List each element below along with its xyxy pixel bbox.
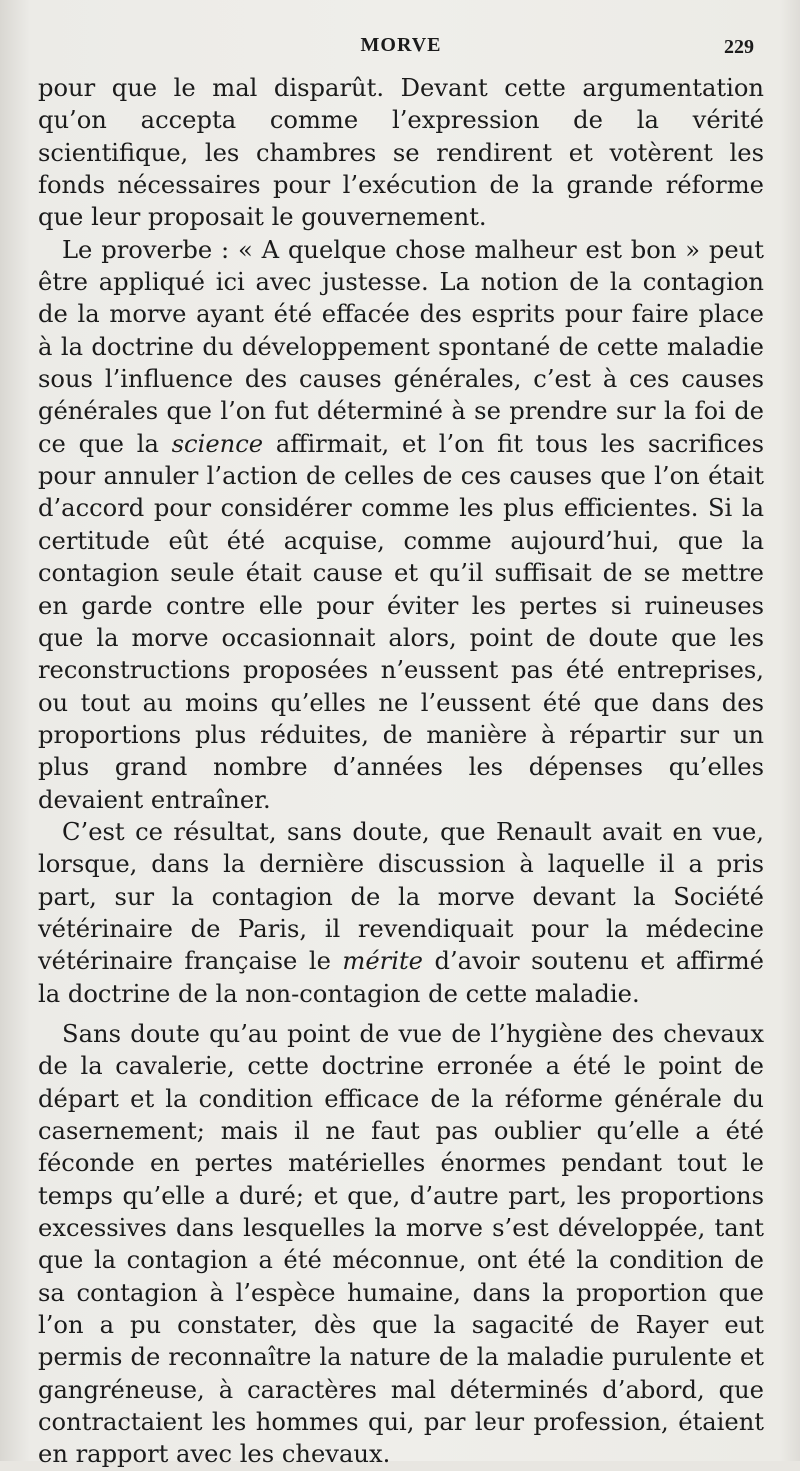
paragraph-2-text-after: affirmait, et l’on fit tous les sacrifices pour annuler l’action de celles de ces causes que l’on était d’accord pour considérer comme les plus efficientes. Si la certitude eût été acquise, comme aujourd’hui, que la contagion seule était cause et qu’il suffisait de se mettre en garde contre elle pour éviter les pertes si ruineuses que la morve occasionnait alors, point de doute que les reconstructions proposées n’eussent pas été entreprises, ou tout au moins qu’elles ne l’eussent été que dans des proportions plus réduites, de manière à répartir sur un plus grand nombre d’années les dépenses qu’elles devaient entraîner. [38,429,764,814]
italic-science: science [171,429,264,458]
paragraph-4: Sans doute qu’au point de vue de l’hygiène des chevaux de la cavalerie, cette doctrine erronée a été le point de départ et la condition efficace de la réforme générale du casernement; mais il ne faut pas oublier qu’elle a été féconde en pertes matérielles énormes pendant tout le temps qu’elle a duré; et que, d’autre part, les proportions excessives dans lesquelles la morve s’est développée, tant que la contagion a été méconnue, ont été la condition de sa contagion à l’espèce humaine, dans la proportion que l’on a pu constater, dès que la sagacité de Rayer eut permis de reconnaître la nature de la maladie purulente et gangréneuse, à caractères mal déterminés d’abord, que contractaient les hommes qui, par leur profession, étaient en rapport avec les chevaux. [38,1019,764,1469]
paragraph-1: pour que le mal disparût. Devant cette argumentation qu’on accepta comme l’expression de la vérité scientifique, les chambres se rendirent et votèrent les fonds nécessaires pour l’exécution de la grande réforme que leur proposait le gouvernement. [38,74,764,232]
page-number: 229 [724,36,754,58]
italic-merite: mérite [342,947,423,976]
paragraph-2 [38,234,764,816]
page-header [38,34,764,64]
body-text [38,72,764,1471]
paragraph-3-text-after: d’avoir soutenu et affirmé la doctrine de la non-contagion de cette maladie. [38,947,764,1008]
paragraph-3 [38,816,764,1010]
running-title: MORVE [360,34,442,56]
paragraph-2-text-before: Le proverbe : « A quelque chose malheur est bon » peut être appliqué ici avec justesse. La notion de la contagion de la morve ayant été effacée des esprits pour faire place à la doctrine du développement spontané de cette maladie sous l’influence des causes générales, c’est à ces causes générales que l’on fut déterminé à se prendre sur la foi de ce que la [38,235,764,458]
paragraph-3-text-before: C’est ce résultat, sans doute, que Renault avait en vue, lorsque, dans la dernière discussion à laquelle il a pris part, sur la contagion de la morve devant la Société vétérinaire de Paris, il revendiquait pour la médecine vétérinaire française le [38,817,764,976]
